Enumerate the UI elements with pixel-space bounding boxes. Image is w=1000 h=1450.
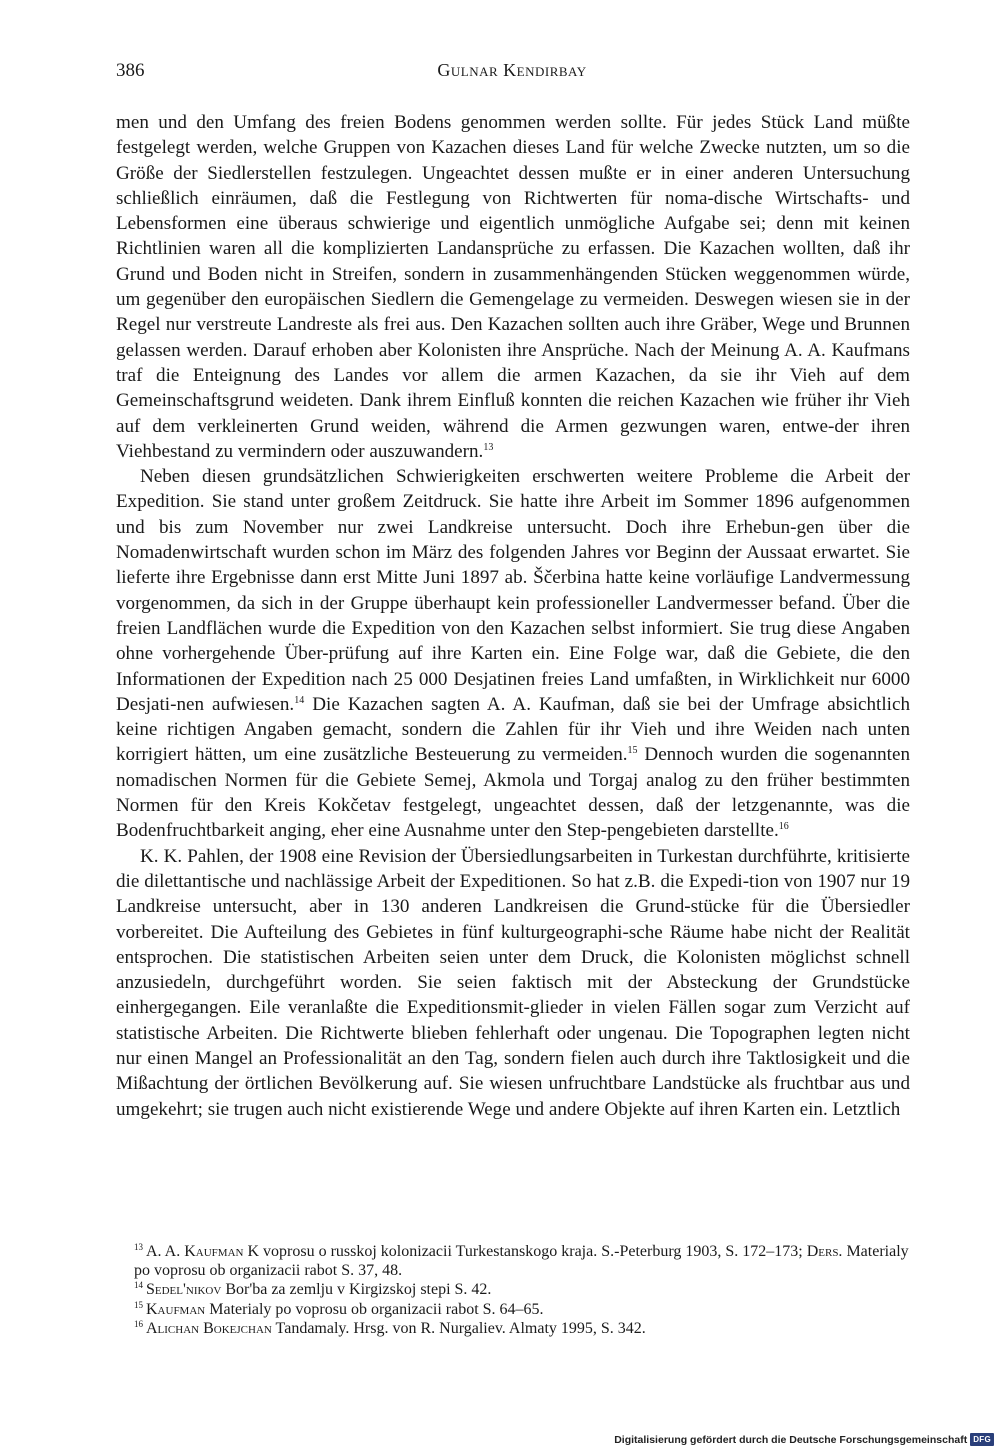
footnotes [116,1242,910,1338]
footnote-number: 16 [134,1318,143,1329]
running-head: Gulnar Kendirbay [437,60,587,80]
footnote-number: 13 [134,1242,143,1252]
paragraph-text: K. K. Pahlen, der 1908 eine Revision der Übersiedlungsarbeiten in Turkestan durchführte, kritisierte die dilettantische und nachlässige Arbeit der Expeditionen. So hat z.B. die Expedi-tion von 1907 nur 19 Landkreise untersucht, aber in 130 anderen Landkreisen die Grund-stücke für die Übersiedler vorbereitet. Die Aufteilung des Gebietes in fünf kulturgeographi-sche Räume habe nicht der Realität entsprochen. Die statistischen Arbeiten seien unter dem Druck, die Kolonisten möglichst schnell anzusiedeln, durchgeführt worden. Sie seien faktisch mit der Absteckung der Grundstücke einhergegangen. Eile veranlaßte die Expeditionsmit-glieder in vielen Fällen sogar zum Verzicht auf statistische Arbeiten. Die Richtwerte blieben fehlerhaft oder ungenau. Die Topographen legten nicht nur einen Mangel an Professionalität an den Tag, sondern fielen auch durch ihre Taktlosigkeit und die Mißachtung der örtlichen Bevölkerung auf. Sie wiesen unfruchtbare Landstücke als fruchtbar aus und umgekehrt; sie trugen auch nicht existierende Wege und andere Objekte auf ihren Karten ein. Letztlich [116,845,910,1120]
page-number: 386 [116,60,145,81]
footnote-ref: 15 [627,745,638,757]
footnote-ref: 13 [483,441,494,453]
footnote-author: Sedel'nikov [146,1281,222,1299]
footnote-text: Bor'ba za zemlju v Kirgizskoj stepi S. 42. [221,1281,492,1299]
paragraph [116,464,910,843]
footnote [116,1300,910,1319]
paragraph-text: Dennoch wurden die sogenannten nomadischen Normen für die Gebiete Semej, Akmola und Torgaj analog zu den früher bestimmten Normen für den Kreis Kokčetav festgelegt, ungeachtet dessen, daß der letzgenannte, was die Bodenfruchtbarkeit anging, eher eine Ausnahme unter den Step-pengebieten darstellte. [116,744,910,842]
digitization-credit [614,1433,994,1446]
footnote-text: Materialy po voprosu ob organizacii rabot S. 37, 48. [134,1243,909,1280]
paragraph-text: men und den Umfang des freien Bodens genommen werden sollte. Für jedes Stück Land müßte festgelegt werden, welche Gruppen von Kazachen dieses Land für welche Zwecke nutzten, um so die Größe der Siedlerstellen festzulegen. Ungeachtet dessen mußte er in einer anderen Untersuchung schließlich einräumen, daß die Festlegung von Richtwerten für noma-dische Wirtschafts- und Lebensformen eine überaus schwierige und eigentlich unmögliche Aufgabe sei; denn mit keinen Richtlinien waren all die komplizierten Landansprüche zu erfassen. Die Kazachen wollten, daß ihr Grund und Boden nicht in Streifen, sondern in zusammenhängenden Stücken weggenommen würde, um gegenüber den europäischen Siedlern die Gemengelage zu vermeiden. Deswegen wiesen sie in der Regel nur verstreute Landreste als frei aus. Den Kazachen sollten auch ihre Gräber, Wege und Brunnen gelassen werden. Darauf erhoben aber Kolonisten ihre Ansprüche. Nach der Meinung A. A. Kaufmans traf die Enteignung des Landes vor allem die armen Kazachen, da sie ihr Vieh auf dem Gemeinschaftsgrund weideten. Dank ihrem Einfluß konnten die reichen Kazachen wie früher ihr Vieh auf dem verkleinerten Grund weiden, während die Armen gezwungen waren, entwe-der ihren Viehbestand zu vermindern oder auszuwandern. [116,112,910,462]
footnote-author: A. A. Kaufman [146,1243,244,1260]
credit-text: Digitalisierung gefördert durch die Deutsche Forschungsgemeinschaft [614,1433,968,1446]
footnote-author: Kaufman [146,1300,206,1318]
footnote-text: Materialy po voprosu ob organizacii rabot S. 64–65. [205,1300,544,1318]
footnote-ref: 16 [778,821,789,833]
footnote-text: K voprosu o russkoj kolonizacii Turkestanskogo kraja. S.-Peterburg 1903, S. 172–173; [243,1243,807,1260]
footnote-number: 14 [134,1280,143,1291]
paragraph-text: Die Kazachen sagten A. A. Kaufman, daß sie bei der Umfrage absichtlich keine richtigen Angaben gemacht, sondern die Zahlen für ihr Vieh und ihre Weiden nach unten korrigiert hätten, um eine zusätzliche Besteuerung zu vermeiden. [116,693,910,766]
footnote-text: Tandamaly. Hrsg. von R. Nurgaliev. Almaty 1995, S. 342. [271,1319,646,1337]
footnote-ref: 14 [294,694,305,706]
main-text [116,110,910,1122]
footnote [116,1319,910,1338]
footnote-author: Alichan Bokejchan [146,1319,272,1337]
footnote-number: 15 [134,1299,143,1310]
footnote-author: Ders. [806,1243,843,1260]
paragraph [116,844,910,1122]
paragraph-text: Neben diesen grundsätzlichen Schwierigkeiten erschwerten weitere Probleme die Arbeit der Expedition. Sie stand unter großem Zeitdruck. Sie hatte ihre Arbeit im Sommer 1896 aufgenommen und bis zum November nur zwei Landkreise untersucht. Doch ihre Erhebun-gen über die Nomadenwirtschaft wurden schon im März des folgenden Jahres vor Beginn der Aussaat erwartet. Sie lieferte ihre Ergebnisse dann erst Mitte Juni 1897 ab. Ščerbina hatte keine vorläufige Landvermessung vorgenommen, da sich in der Gruppe überhaupt kein professioneller Landvermesser befand. Über die freien Landflächen wurde die Expedition von den Kazachen selbst informiert. Sie trug diese Angaben ohne vorhergehende Über-prüfung auf ihre Karten ein. Eine Folge war, daß die Gebiete, die den Informationen der Expedition nach 25 000 Desjatinen freies Land umfaßten, in Wirklichkeit nur 6000 Desjati-nen aufwiesen. [116,466,910,715]
dfg-logo-icon: DFG [970,1433,994,1446]
footnote [116,1280,910,1299]
paragraph [116,110,910,464]
footnote [116,1242,910,1280]
page-header [116,60,908,90]
